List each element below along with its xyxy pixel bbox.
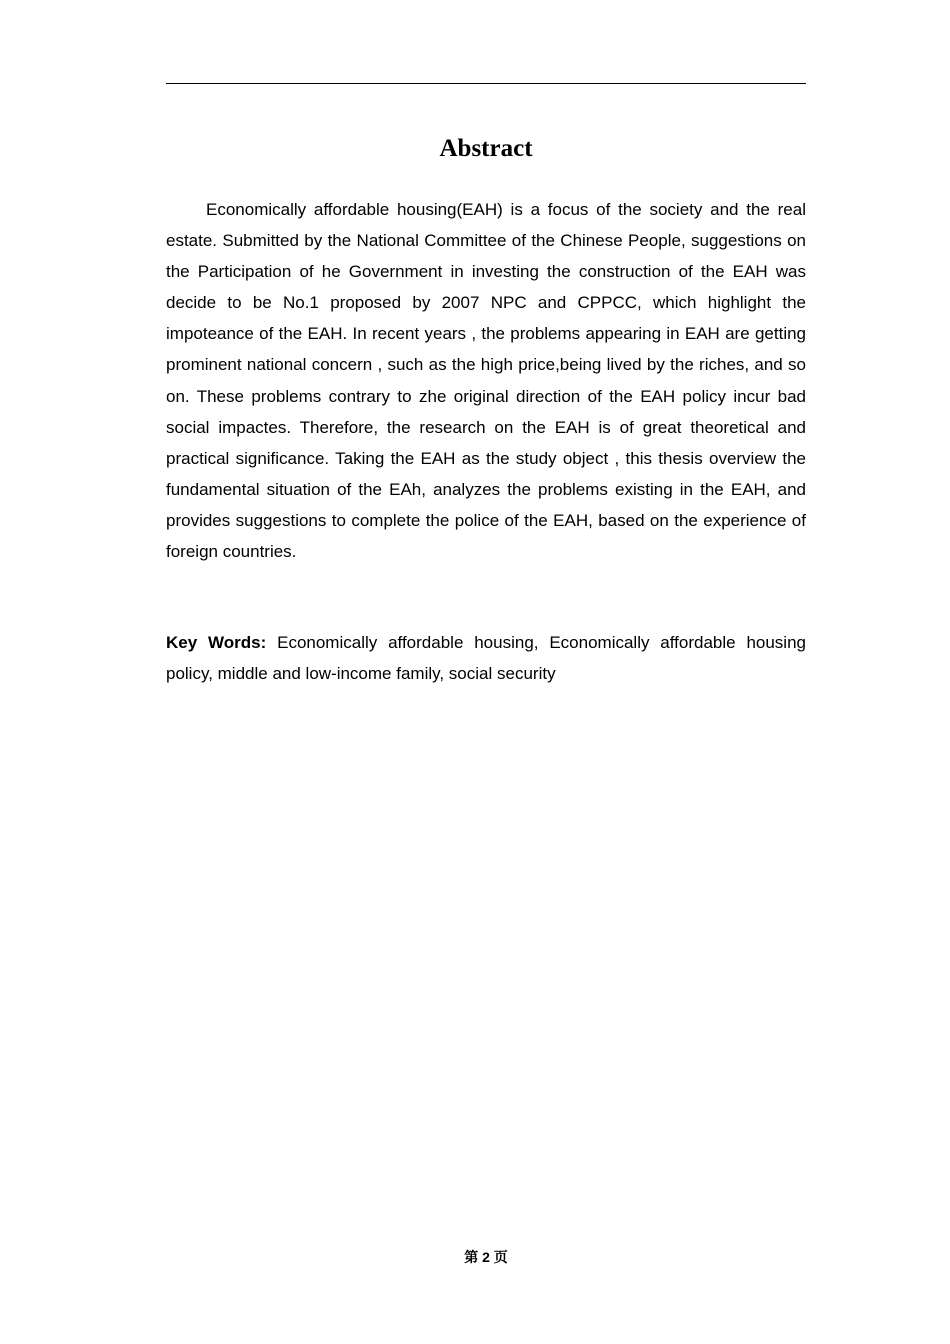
page-number: 第 2 页 xyxy=(464,1249,508,1265)
keywords-text: Economically affordable housing, Economically affordable housing policy, middle and low-income family, social security xyxy=(166,633,806,684)
page-title: Abstract xyxy=(439,135,533,162)
header-rule xyxy=(166,83,806,84)
abstract-paragraph: Economically affordable housing(EAH) is a focus of the society and the real estate. Submitted by the National Committee of the Chinese People, suggestions on the Participation of he Government in investing the construction of the EAH was decide to be No.1 proposed by 2007 NPC and CPPCC, which highlight the impoteance of the EAH. In recent years , the problems appearing in EAH are getting prominent national concern , such as the high price,being lived by the riches, and so on. These problems contrary to zhe original direction of the EAH policy incur bad social impactes. Therefore, the research on the EAH is of great theoretical and practical significance. Taking the EAH as the study object , this thesis overview the fundamental situation of the EAh, analyzes the problems existing in the EAH, and provides suggestions to complete the police of the EAH, based on the experience of foreign countries. xyxy=(166,200,806,562)
keywords-label: Key Words: xyxy=(166,633,267,652)
keywords-paragraph xyxy=(166,627,806,689)
